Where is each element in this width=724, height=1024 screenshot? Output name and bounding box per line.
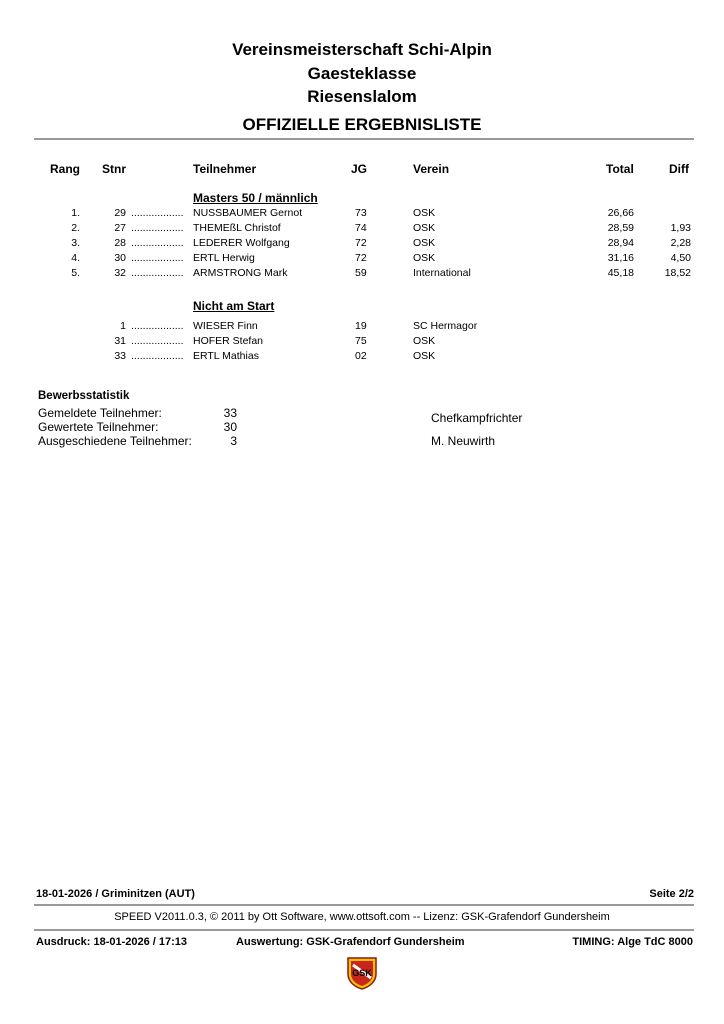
section-did-not-start: Nicht am Start [193, 299, 275, 313]
title-discipline: Riesenslalom [307, 87, 417, 106]
total-time: 28,94 [607, 237, 634, 249]
birth-year: 75 [355, 335, 367, 347]
section-masters-50: Masters 50 / männlich [193, 191, 318, 205]
rank: 1. [71, 207, 80, 219]
club: OSK [413, 237, 436, 249]
stats-label-ranked: Gewertete Teilnehmer: [38, 420, 159, 434]
athlete-name: NUSSBAUMER Gernot [193, 207, 303, 219]
athlete-name: ERTL Mathias [193, 350, 259, 362]
footer-date-place: 18-01-2026 / Griminitzen (AUT) [36, 888, 195, 900]
bib-number: 1 [120, 320, 126, 332]
col-stnr: Stnr [102, 162, 126, 176]
bib-number: 27 [114, 222, 126, 234]
athlete-name: ERTL Herwig [193, 252, 255, 264]
bib-number: 30 [114, 252, 126, 264]
total-time: 45,18 [607, 267, 634, 279]
stats-value-registered: 33 [223, 406, 237, 420]
total-time: 26,66 [607, 207, 634, 219]
club: OSK [413, 252, 436, 264]
birth-year: 02 [355, 350, 367, 362]
referee-name: M. Neuwirth [431, 434, 496, 448]
rank: 2. [71, 222, 80, 234]
leader-dots: .................. [131, 320, 184, 332]
footer-divider-top [34, 904, 694, 906]
stats-value-eliminated: 3 [230, 434, 237, 448]
birth-year: 72 [355, 252, 367, 264]
leader-dots: .................. [131, 222, 184, 234]
club: International [413, 267, 471, 279]
title-official-list: OFFIZIELLE ERGEBNISLISTE [242, 115, 482, 134]
birth-year: 19 [355, 320, 367, 332]
dns-row [0, 320, 724, 335]
col-total: Total [606, 162, 634, 176]
dns-row [0, 335, 724, 350]
col-teilnehmer: Teilnehmer [193, 162, 257, 176]
title-class: Gaesteklasse [307, 64, 417, 83]
leader-dots: .................. [131, 207, 184, 219]
col-diff: Diff [669, 162, 689, 176]
footer-divider-bottom [34, 929, 694, 931]
time-diff: 1,93 [670, 222, 691, 234]
dns-row [0, 350, 724, 365]
col-jg: JG [351, 162, 368, 176]
leader-dots: .................. [131, 267, 184, 279]
result-row [0, 222, 724, 237]
leader-dots: .................. [131, 335, 184, 347]
leader-dots: .................. [131, 350, 184, 362]
footer-page: Seite 2/2 [649, 888, 694, 900]
result-row [0, 252, 724, 267]
result-row [0, 237, 724, 252]
col-verein: Verein [413, 162, 450, 176]
rank: 3. [71, 237, 80, 249]
time-diff: 2,28 [670, 237, 691, 249]
rank: 5. [71, 267, 80, 279]
leader-dots: .................. [131, 252, 184, 264]
time-diff: 18,52 [664, 267, 691, 279]
total-time: 28,59 [607, 222, 634, 234]
birth-year: 72 [355, 237, 367, 249]
time-diff: 4,50 [670, 252, 691, 264]
club: OSK [413, 207, 436, 219]
birth-year: 59 [355, 267, 367, 279]
title-event: Vereinsmeisterschaft Schi-Alpin [232, 40, 492, 59]
header-divider [34, 138, 694, 140]
birth-year: 74 [355, 222, 367, 234]
stats-label-registered: Gemeldete Teilnehmer: [38, 406, 162, 420]
rank: 4. [71, 252, 80, 264]
bib-number: 28 [114, 237, 126, 249]
stats-value-ranked: 30 [223, 420, 237, 434]
athlete-name: HOFER Stefan [193, 335, 264, 347]
bib-number: 29 [114, 207, 126, 219]
footer-software: SPEED V2011.0.3, © 2011 by Ott Software, www.ottsoft.com -- Lizenz: GSK-Grafendorf Gundersheim [114, 911, 610, 923]
result-row [0, 267, 724, 282]
athlete-name: LEDERER Wolfgang [193, 237, 290, 249]
club-logo-text: GSK [352, 968, 372, 978]
stats-label-eliminated: Ausgeschiedene Teilnehmer: [38, 434, 192, 448]
footer-evaluation: Auswertung: GSK-Grafendorf Gundersheim [236, 936, 465, 948]
col-rang: Rang [50, 162, 80, 176]
leader-dots: .................. [131, 237, 184, 249]
club: OSK [413, 335, 436, 347]
athlete-name: ARMSTRONG Mark [193, 267, 288, 279]
athlete-name: WIESER Finn [193, 320, 258, 332]
bib-number: 32 [114, 267, 126, 279]
birth-year: 73 [355, 207, 367, 219]
club: SC Hermagor [413, 320, 478, 332]
club: OSK [413, 350, 436, 362]
club: OSK [413, 222, 436, 234]
referee-label: Chefkampfrichter [431, 411, 523, 425]
bib-number: 31 [114, 335, 126, 347]
footer-printed: Ausdruck: 18-01-2026 / 17:13 [36, 936, 188, 948]
total-time: 31,16 [607, 252, 634, 264]
stats-title: Bewerbsstatistik [38, 390, 130, 402]
athlete-name: THEMEßL Christof [193, 222, 281, 234]
club-logo [345, 956, 379, 990]
bib-number: 33 [114, 350, 126, 362]
footer-timing: TIMING: Alge TdC 8000 [572, 936, 693, 948]
result-row [0, 207, 724, 222]
